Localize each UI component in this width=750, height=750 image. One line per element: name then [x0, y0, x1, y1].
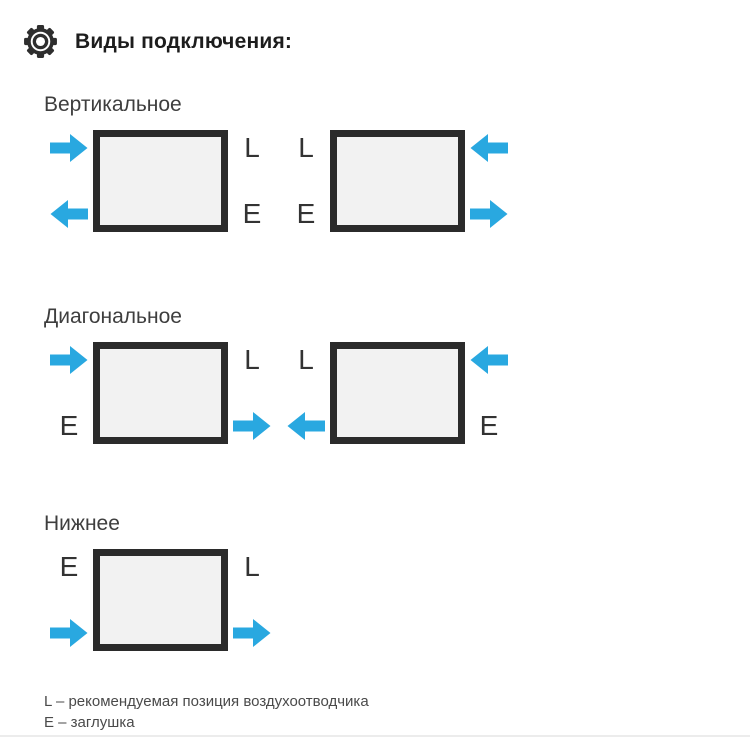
left-ports	[45, 342, 93, 444]
diagram-vertical-2	[282, 130, 513, 232]
flow-arrow-right-icon	[50, 133, 88, 163]
port-label: L	[244, 132, 260, 163]
figure-title: Виды подключения:	[75, 29, 293, 53]
port-slot-right-top	[228, 342, 276, 378]
section-title: Вертикальное	[44, 93, 182, 116]
port-label: E	[59, 410, 79, 441]
flow-arrow-right-icon	[470, 199, 508, 229]
port-slot-right-bottom	[228, 408, 276, 444]
section-diagonal	[44, 305, 513, 444]
port-label: L	[244, 551, 260, 582]
port-slot-left-bottom	[45, 615, 93, 651]
left-ports	[282, 342, 330, 444]
section-bottom	[44, 512, 276, 651]
port-slot-right-top	[228, 549, 276, 585]
flow-arrow-left-icon	[50, 199, 88, 229]
left-ports	[45, 549, 93, 651]
port-slot-right-top	[228, 130, 276, 166]
left-ports	[282, 130, 330, 232]
figure-header	[22, 23, 292, 60]
port-slot-right-bottom	[228, 615, 276, 651]
diagram-diagonal-2	[282, 342, 513, 444]
left-ports	[45, 130, 93, 232]
port-label: E	[59, 551, 79, 582]
port-slot-left-top	[45, 549, 93, 585]
port-slot-left-top	[282, 130, 330, 166]
radiator-body	[93, 549, 228, 651]
section-title: Диагональное	[44, 305, 182, 328]
diagram-bottom-1	[45, 549, 276, 651]
flow-arrow-right-icon	[50, 618, 88, 648]
port-label: E	[242, 198, 262, 229]
diagram-row	[45, 549, 276, 651]
port-slot-left-bottom	[282, 408, 330, 444]
port-slot-left-bottom	[45, 196, 93, 232]
port-slot-left-top	[45, 342, 93, 378]
port-slot-right-top	[465, 130, 513, 166]
flow-arrow-left-icon	[287, 411, 325, 441]
section-vertical	[44, 93, 513, 232]
diagram-vertical-1	[45, 130, 276, 232]
radiator-body	[330, 342, 465, 444]
legend	[44, 691, 369, 733]
legend-line-l: L – рекомендуемая позиция воздухоотводчика	[44, 693, 369, 710]
flow-arrow-right-icon	[233, 411, 271, 441]
port-label: L	[244, 344, 260, 375]
legend-line-e: E – заглушка	[44, 714, 135, 731]
diagram-row	[45, 342, 513, 444]
bottom-crop-line	[0, 735, 750, 737]
flow-arrow-left-icon	[470, 345, 508, 375]
radiator-body	[330, 130, 465, 232]
port-slot-right-bottom	[465, 408, 513, 444]
radiator-body	[93, 342, 228, 444]
port-label: L	[298, 344, 314, 375]
port-slot-right-bottom	[465, 196, 513, 232]
diagram-row	[45, 130, 513, 232]
diagram-diagonal-1	[45, 342, 276, 444]
radiator-body	[93, 130, 228, 232]
right-ports	[465, 130, 513, 232]
port-slot-right-bottom	[228, 196, 276, 232]
right-ports	[228, 130, 276, 232]
right-ports	[228, 342, 276, 444]
port-label: E	[296, 198, 316, 229]
flow-arrow-right-icon	[233, 618, 271, 648]
right-ports	[228, 549, 276, 651]
port-slot-left-top	[45, 130, 93, 166]
port-slot-left-bottom	[282, 196, 330, 232]
port-slot-left-top	[282, 342, 330, 378]
gear-icon	[22, 23, 59, 60]
port-label: L	[298, 132, 314, 163]
flow-arrow-left-icon	[470, 133, 508, 163]
port-slot-right-top	[465, 342, 513, 378]
port-label: E	[479, 410, 499, 441]
section-title: Нижнее	[44, 512, 120, 535]
flow-arrow-right-icon	[50, 345, 88, 375]
port-slot-left-bottom	[45, 408, 93, 444]
right-ports	[465, 342, 513, 444]
